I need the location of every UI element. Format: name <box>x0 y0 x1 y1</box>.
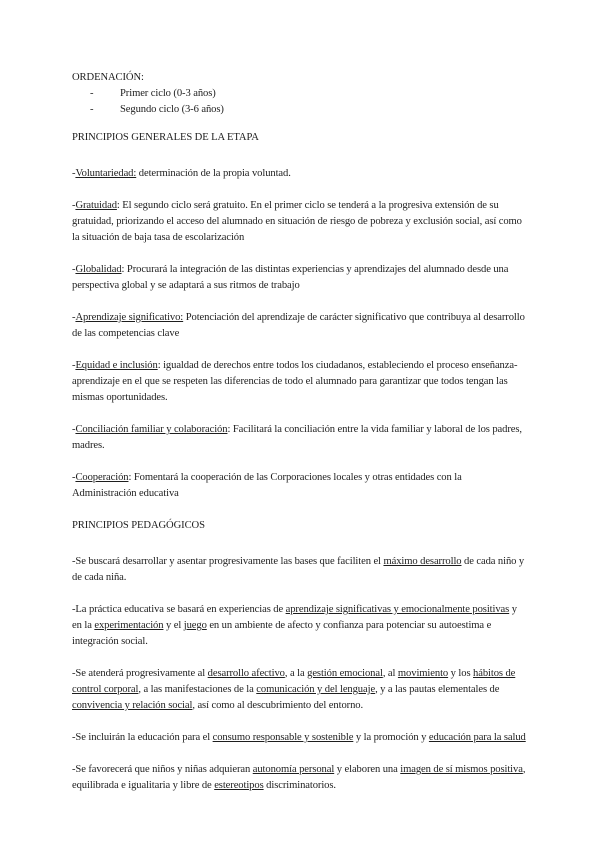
underlined-term: Aprendizaje significativo: <box>75 312 184 323</box>
paragraph-text: , así como al descubrimiento del entorno. <box>192 700 364 711</box>
underlined-term: aprendizaje significativas y emocionalmente positivas <box>285 604 510 615</box>
paragraph-text: y los <box>448 668 474 679</box>
paragraph-text: y en la <box>72 604 517 631</box>
paragraph-text: y elaboren una <box>334 764 401 775</box>
paragraph-text: : El segundo ciclo será gratuito. En el primer ciclo se tenderá a la progresiva extensión de su gratuidad, priorizando el acceso del alumnado en situación de riesgo de pobreza y exclusión social, así como la situación de baja tasa de escolarización <box>72 200 522 243</box>
underlined-term: juego <box>183 620 207 631</box>
paragraph <box>72 422 528 454</box>
paragraph-text: , a la <box>284 668 308 679</box>
paragraph <box>72 470 528 502</box>
paragraph <box>72 666 528 714</box>
principios-etapa-heading: PRINCIPIOS GENERALES DE LA ETAPA <box>72 132 259 143</box>
underlined-term: máximo desarrollo <box>383 556 462 567</box>
paragraph-text: , y a las pautas elementales de <box>375 684 500 695</box>
paragraph-text: Potenciación del aprendizaje de carácter significativo que contribuya al desarrollo de las competencias clave <box>72 312 525 339</box>
paragraph <box>72 166 528 182</box>
list-item: - Primer ciclo (0-3 años) <box>90 88 216 99</box>
paragraph-text: discriminatorios. <box>263 780 336 791</box>
underlined-term: movimiento <box>397 668 449 679</box>
underlined-term: convivencia y relación social <box>72 700 193 711</box>
paragraph <box>72 762 528 794</box>
underlined-term: comunicación y del lenguaje <box>256 684 376 695</box>
list-item: - Segundo ciclo (3-6 años) <box>90 104 224 115</box>
paragraph-text: en un ambiente de afecto y confianza para potenciar su autoestima e integración social. <box>72 620 492 647</box>
underlined-term: Cooperación <box>75 472 129 483</box>
paragraph-text: - <box>72 200 76 211</box>
underlined-term: Conciliación familiar y colaboración <box>75 424 228 435</box>
principios-etapa-section <box>72 166 528 502</box>
underlined-term: gestión emocional <box>307 668 383 679</box>
underlined-term: estereotipos <box>214 780 264 791</box>
underlined-term: desarrollo afectivo <box>207 668 285 679</box>
paragraph-text: y la promoción y <box>353 732 429 743</box>
paragraph-text: : Facilitará la conciliación entre la vida familiar y laboral de los padres, madres. <box>72 424 522 451</box>
paragraph-text: -La práctica educativa se basará en experiencias de <box>72 604 286 615</box>
principios-pedagogicos-heading: PRINCIPIOS PEDAGÓGICOS <box>72 520 205 531</box>
paragraph <box>72 262 528 294</box>
cycles-list <box>72 86 528 118</box>
underlined-term: autonomía personal <box>252 764 335 775</box>
paragraph-text: , a las manifestaciones de la <box>138 684 257 695</box>
paragraph-text: y el <box>163 620 184 631</box>
principios-pedagogicos-section <box>72 554 528 794</box>
paragraph <box>72 554 528 586</box>
paragraph-text: : Procurará la integración de las distintas experiencias y aprendizajes del alumnado desde una perspectiva global y se adaptará a sus ritmos de trabajo <box>72 264 509 291</box>
underlined-term: imagen de sí mismos positiva <box>400 764 523 775</box>
paragraph <box>72 730 528 746</box>
underlined-term: educación para la salud <box>428 732 526 743</box>
paragraph-text: , equilibrada e igualitaria y libre de <box>72 764 526 791</box>
paragraph-text: - <box>72 168 76 179</box>
paragraph-text: -Se buscará desarrollar y asentar progresivamente las bases que faciliten el <box>72 556 384 567</box>
underlined-term: Equidad e inclusión <box>75 360 158 371</box>
paragraph <box>72 602 528 650</box>
document-page <box>72 70 528 810</box>
paragraph <box>72 358 528 406</box>
underlined-term: Gratuidad <box>75 200 117 211</box>
paragraph-text: - <box>72 472 76 483</box>
paragraph-text: de cada niño y de cada niña. <box>72 556 525 583</box>
paragraph-text: - <box>72 264 76 275</box>
underlined-term: Voluntariedad: <box>75 168 137 179</box>
paragraph-text: -Se favorecerá que niños y niñas adquieran <box>72 764 253 775</box>
paragraph-text: -Se incluirán la educación para el <box>72 732 213 743</box>
paragraph <box>72 310 528 342</box>
underlined-term: Globalidad <box>75 264 122 275</box>
paragraph-text: : Fomentará la cooperación de las Corporaciones locales y otras entidades con la Administración educativa <box>72 472 462 499</box>
underlined-term: consumo responsable y sostenible <box>212 732 354 743</box>
underlined-term: hábitos de control corporal <box>72 668 516 695</box>
paragraph-text: -Se atenderá progresivamente al <box>72 668 208 679</box>
cycle-label: Primer ciclo (0-3 años) <box>120 88 216 99</box>
paragraph <box>72 198 528 246</box>
paragraph-text: - <box>72 360 76 371</box>
paragraph-text: - <box>72 312 76 323</box>
paragraph-text: , al <box>382 668 398 679</box>
underlined-term: experimentación <box>94 620 164 631</box>
paragraph-text: - <box>72 424 76 435</box>
paragraph-text: determinación de la propia voluntad. <box>136 168 291 179</box>
cycle-label: Segundo ciclo (3-6 años) <box>120 104 224 115</box>
ordenacion-heading: ORDENACIÓN: <box>72 72 144 83</box>
paragraph-text: : igualdad de derechos entre todos los ciudadanos, estableciendo el proceso enseñanza-aprendizaje en el que se respeten las diferencias de todo el alumnado para garantizar que todos tengan las mismas oportunidades. <box>72 360 518 403</box>
